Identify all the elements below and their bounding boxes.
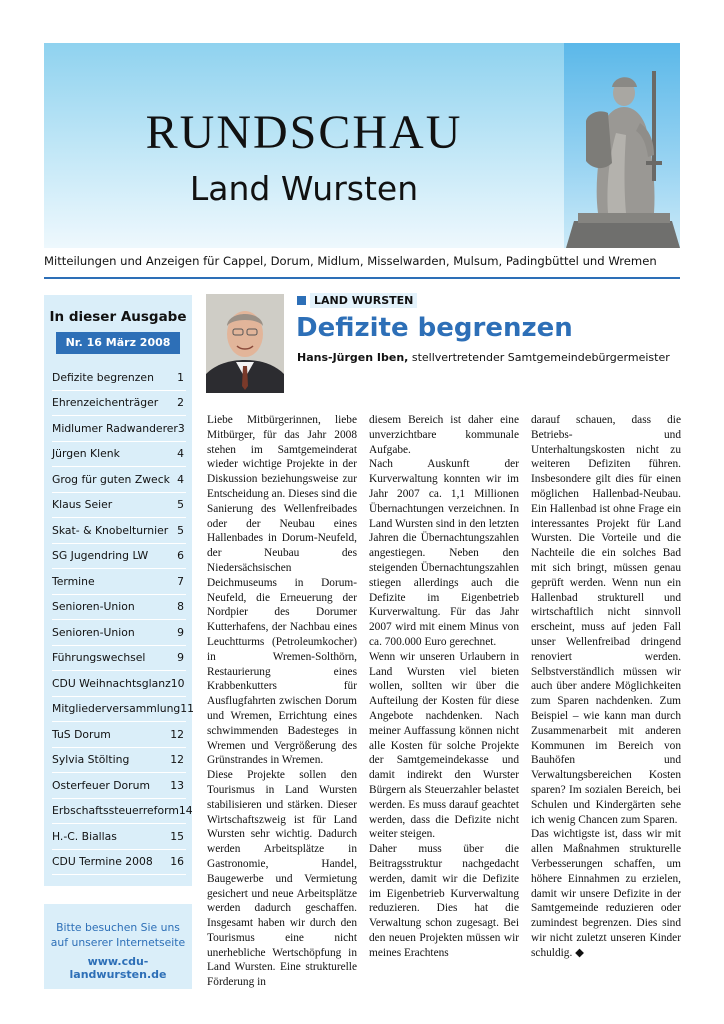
paragraph: Diese Projekte sollen den Tourismus in Land Wursten stabilisieren und stärken. Dieser Wirtschaftszweig ist für Land Wursten sehr wichtig. Dadurch werden Arbeitsplätze in Gastronomie, Handel, Baugewerbe und Vermietung gesichert und neue Arbeitsplätze werden dadurch geschaffen. Insgesamt haben wir durch den Tourismus eine nicht unerhebliche Wertschöpfung in Land Wursten. Eine strukturelle Förderung in [207, 769, 357, 989]
paragraph: darauf schauen, dass die Betriebs- und Unterhaltungskosten nicht zu weiteren Defiziten führen. Insbesondere gilt dies für einen möglichen Hallenbad-Neubau. Ein Hallenbad ist ohne Frage ein interessantes Projekt für Land Wursten. Die Vorteile und die Nachteile die ein solches Bad mit sich bringt, müssen genau geprüft werden. Wenn nun ein Hallenbad strukturell und wirtschaftlich nicht sinnvoll erscheint, muss auf jeden Fall unser Wellenfreibad dringend renoviert werden. Selbstverständlich müssen wir auch über andere Möglichkeiten zum Sparen nachdenken. Zum Beispiel – wie kann man durch Zusammenarbeit mit anderen Kommunen im Bereich von Bauhöfen und Verwaltungsbereichen Kosten sparen? Im sozialen Bereich, bei Schulen und Kindergärten sehe ich wenig Chancen zum Sparen. [531, 414, 681, 826]
toc-item-page: 5 [177, 523, 184, 537]
toc-item-page: 16 [170, 855, 184, 869]
toc-item-label: Führungswechsel [52, 651, 146, 665]
author-portrait-image [206, 294, 284, 393]
newspaper-subtitle: Land Wursten [189, 169, 419, 208]
promo-line-2: auf unserer Internetseite [50, 936, 186, 949]
toc-item-label: Grog für guten Zweck [52, 472, 170, 486]
newspaper-title: RUNDSCHAU [145, 106, 463, 159]
toc-item[interactable] [52, 697, 195, 723]
toc-item[interactable] [52, 799, 193, 825]
toc-item-label: Osterfeuer Dorum [52, 778, 150, 792]
toc-item-page: 9 [177, 625, 184, 639]
toc-item-page: 11 [180, 702, 195, 716]
toc-item[interactable] [52, 620, 186, 646]
toc-item[interactable] [52, 569, 186, 595]
toc-item-label: H.-C. Biallas [52, 829, 117, 843]
toc-item-label: Skat- & Knobelturnier [52, 523, 169, 537]
toc-item[interactable] [52, 748, 186, 774]
toc-item-page: 14 [178, 804, 193, 818]
toc-item-page: 12 [170, 727, 184, 741]
toc-item-label: CDU Termine 2008 [52, 855, 153, 869]
roland-statue-image [564, 43, 680, 248]
article-column-1 [207, 413, 357, 990]
toc-item-label: Defizite begrenzen [52, 370, 154, 384]
toc-item-label: Termine [52, 574, 95, 588]
toc-item[interactable] [52, 442, 186, 468]
toc-item[interactable] [52, 671, 186, 697]
toc-item-page: 13 [170, 778, 184, 792]
header-divider [44, 277, 680, 279]
toc-item-page: 4 [177, 472, 184, 486]
portrait-icon [206, 294, 284, 393]
toc-item-label: Klaus Seier [52, 498, 113, 512]
region-line: Mitteilungen und Anzeigen für Cappel, Dorum, Midlum, Misselwarden, Mulsum, Padingbüttel und Wremen [44, 254, 657, 268]
toc-item[interactable] [52, 365, 186, 391]
issue-badge: Nr. 16 März 2008 [56, 332, 180, 354]
toc-item-page: 4 [177, 447, 184, 461]
toc-item-page: 1 [177, 370, 184, 384]
toc-item-page: 7 [177, 574, 184, 588]
masthead [44, 43, 680, 248]
section-kicker: LAND WURSTEN [310, 293, 417, 308]
toc-item-page: 2 [177, 396, 184, 410]
toc-item[interactable] [52, 391, 186, 417]
paragraph: diesem Bereich ist daher eine unverzichtbare kommunale Aufgabe. [369, 414, 519, 456]
square-marker-icon [297, 296, 306, 305]
website-promo [44, 904, 192, 989]
toc-heading: In dieser Ausgabe [49, 309, 187, 325]
toc-item[interactable] [52, 850, 186, 876]
paragraph: Nach Auskunft der Kurverwaltung konnten wir im Jahr 2007 ca. 1,1 Millionen Übernachtungen verzeichnen. In Land Wursten sind in den letzten Jahren die Übernachtungszahlen angestiegen. Neben den steigenden Übernachtungszahlen stiegen allerdings auch die Defizite im Eigenbetrieb Kurverwaltung. Für das Jahr 2007 wird mit einem Minus von ca. 700.000 Euro gerechnet. [369, 458, 519, 648]
toc-item[interactable] [52, 824, 186, 850]
toc-item-page: 12 [170, 753, 184, 767]
article-column-3 [531, 413, 681, 960]
toc-item-label: Jürgen Klenk [52, 447, 120, 461]
author-role: stellvertretender Samtgemeindebürgermeister [408, 351, 670, 364]
paragraph: Liebe Mitbürgerinnen, liebe Mitbürger, für das Jahr 2008 stehen im Samtgemeinderat wieder wichtige Projekte in der Diskussion beziehungsweise zur Entscheidung an. Dieses sind die Sanierung des Wellenfreibades oder der Neubau eines Hallenbades in Dorum-Neufeld, der Neubau des Niedersächsischen Deichmuseums in Dorum-Neufeld, die Erneuerung der Nordpier des Dorumer Kutterhafens, der Nachbau eines Leuchtturms (Petroleumkocher) in Wremen-Solthörn, Restaurierung eines Krabbenkutters für Ausflugfahrten zwischen Dorum und Wremen, Errichtung eines schwimmenden Badesteges in Wremen und Vergrößerung des Grünstrandes in Wremen. [207, 414, 357, 767]
toc-item[interactable] [52, 595, 186, 621]
toc-item-page: 6 [177, 549, 184, 563]
toc-item-page: 9 [177, 651, 184, 665]
paragraph: Wenn wir unseren Urlaubern in Land Wursten viel bieten wollen, sollten wir über die Aufteilung der Kosten für diese Angebote nachdenken. Nach meiner Auffassung können nicht alle Kosten für solche Projekte der Samtgemeindekasse und damit indirekt den Wurster Bürgern als Steuerzahler belastet werden. Es muss darauf geachtet werden, dass die Defizite nicht weiter steigen. [369, 650, 519, 841]
author-name: Hans-Jürgen Iben, [297, 351, 409, 364]
toc-item-label: Ehrenzeichenträger [52, 396, 159, 410]
toc-item-label: Senioren-Union [52, 625, 135, 639]
toc-item-page: 8 [177, 600, 184, 614]
toc-item-label: CDU Weihnachtsglanz [52, 676, 171, 690]
toc-item-page: 5 [177, 498, 184, 512]
website-link[interactable]: www.cdu-landwursten.de [69, 955, 167, 981]
toc-item-label: TuS Dorum [52, 727, 111, 741]
toc-item-label: Erbschaftssteuerreform [52, 804, 179, 818]
paragraph: Daher muss über die Beitragsstruktur nachgedacht werden, damit wir die Defizite im Eigenbetrieb Kurverwaltung reduzieren. Dies hat die Verwaltung schon zugesagt. Bei den neuen Projekten müssen wir meines Erachtens [369, 843, 519, 959]
toc-item[interactable] [52, 722, 186, 748]
toc-item[interactable] [52, 416, 186, 442]
toc-item[interactable] [52, 518, 186, 544]
toc-item-label: Mitgliederversammlung [52, 702, 181, 716]
article-headline: Defizite begrenzen [296, 313, 573, 343]
toc-item[interactable] [52, 493, 186, 519]
toc-item[interactable] [52, 646, 186, 672]
article-byline [297, 351, 670, 364]
statue-icon [564, 43, 680, 248]
paragraph: Das wichtigste ist, dass wir mit allen Maßnahmen strukturelle Verbesserungen schaffen, um höhere Einnahmen zu erzielen, damit wir unsere Defizite in der Samtgemeinde reduzieren oder zumindest begrenzen. Dies sind wir nicht zuletzt unseren Kinder schuldig. ◆ [531, 828, 681, 959]
toc-item[interactable] [52, 773, 186, 799]
toc-item-label: Midlumer Radwanderer [52, 421, 178, 435]
toc-list [52, 365, 195, 875]
toc-item[interactable] [52, 467, 186, 493]
toc-item[interactable] [52, 544, 186, 570]
toc-item-label: Sylvia Stölting [52, 753, 130, 767]
toc-item-page: 3 [177, 421, 185, 435]
table-of-contents [44, 295, 195, 886]
toc-item-page: 10 [170, 676, 185, 690]
toc-item-label: Senioren-Union [52, 600, 135, 614]
toc-item-label: SG Jugendring LW [52, 549, 149, 563]
toc-item-page: 15 [170, 829, 184, 843]
promo-line-1: Bitte besuchen Sie uns [56, 921, 180, 934]
article-column-2 [369, 413, 519, 960]
